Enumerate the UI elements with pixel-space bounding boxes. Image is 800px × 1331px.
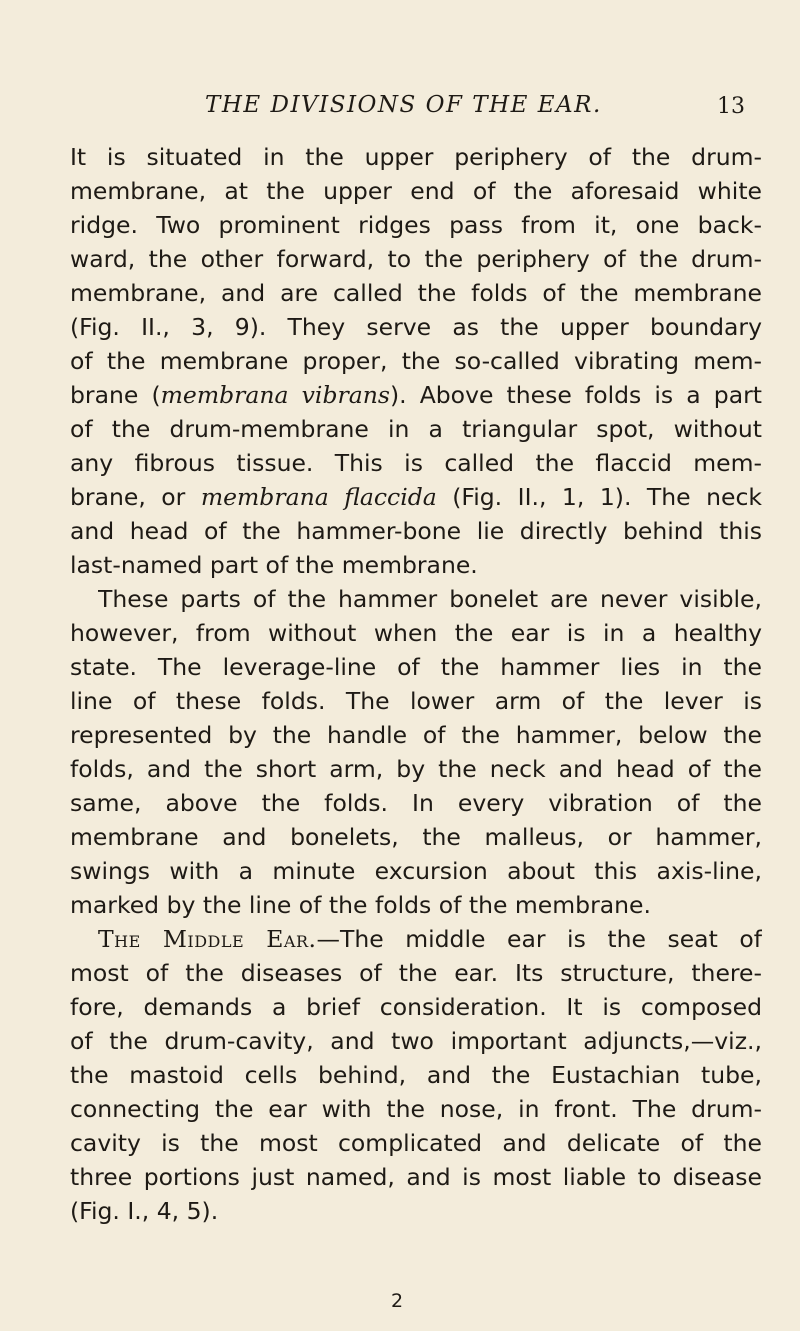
page-number: 13 (717, 94, 745, 119)
signature-mark: 2 (391, 1290, 404, 1312)
text-line-with-italic: brane, or membrana flaccida (Fig. II., 1, 1). The neck (70, 483, 762, 511)
text-line: most of the diseases of the ear. Its structure, there- (70, 959, 762, 987)
text-line: and head of the hammer-bone lie directly behind this (70, 517, 762, 545)
text-line: last-named part of the membrane. (70, 551, 478, 579)
text-line: It is situated in the upper periphery of the drum- (70, 143, 762, 171)
text-line: the mastoid cells behind, and the Eustachian tube, (70, 1061, 762, 1089)
text-line: cavity is the most complicated and delicate of the (70, 1129, 762, 1157)
section-heading-line: The Middle Ear.—The middle ear is the seat of (98, 925, 762, 953)
text-line: represented by the handle of the hammer, below the (70, 721, 762, 749)
text-line-with-italic: brane (membrana vibrans). Above these folds is a part (70, 381, 762, 409)
text-line: any fibrous tissue. This is called the flaccid mem- (70, 449, 762, 477)
text-line: same, above the folds. In every vibration of the (70, 789, 762, 817)
running-title: THE DIVISIONS OF THE EAR. (205, 92, 602, 118)
text-line: membrane and bonelets, the malleus, or hammer, (70, 823, 762, 851)
text-line: of the membrane proper, the so-called vibrating mem- (70, 347, 762, 375)
running-head (0, 92, 800, 132)
latin-term-vibrans: membrana vibrans (160, 381, 390, 409)
text-line: (Fig. I., 4, 5). (70, 1197, 219, 1225)
text-line: ridge. Two prominent ridges pass from it, one back- (70, 211, 762, 239)
text-line: membrane, and are called the folds of the membrane (70, 279, 762, 307)
text-line: fore, demands a brief consideration. It is composed (70, 993, 762, 1021)
text-line: swings with a minute excursion about this axis-line, (70, 857, 762, 885)
text-line: connecting the ear with the nose, in front. The drum- (70, 1095, 762, 1123)
text-line: however, from without when the ear is in a healthy (70, 619, 762, 647)
text-line-indent: These parts of the hammer bonelet are never visible, (98, 585, 762, 613)
section-heading: The Middle Ear. (98, 925, 317, 953)
text-line: state. The leverage-line of the hammer lies in the (70, 653, 762, 681)
latin-term-flaccida: membrana flaccida (200, 483, 437, 511)
text-line: of the drum-membrane in a triangular spot, without (70, 415, 762, 443)
text-line: line of these folds. The lower arm of the lever is (70, 687, 762, 715)
text-line: ward, the other forward, to the periphery of the drum- (70, 245, 762, 273)
text-line: of the drum-cavity, and two important adjuncts,—viz., (70, 1027, 762, 1055)
text-line: (Fig. II., 3, 9). They serve as the upper boundary (70, 313, 762, 341)
text-line: three portions just named, and is most liable to disease (70, 1163, 762, 1191)
text-line: membrane, at the upper end of the aforesaid white (70, 177, 762, 205)
text-line: marked by the line of the folds of the membrane. (70, 891, 651, 919)
text-line: folds, and the short arm, by the neck and head of the (70, 755, 762, 783)
